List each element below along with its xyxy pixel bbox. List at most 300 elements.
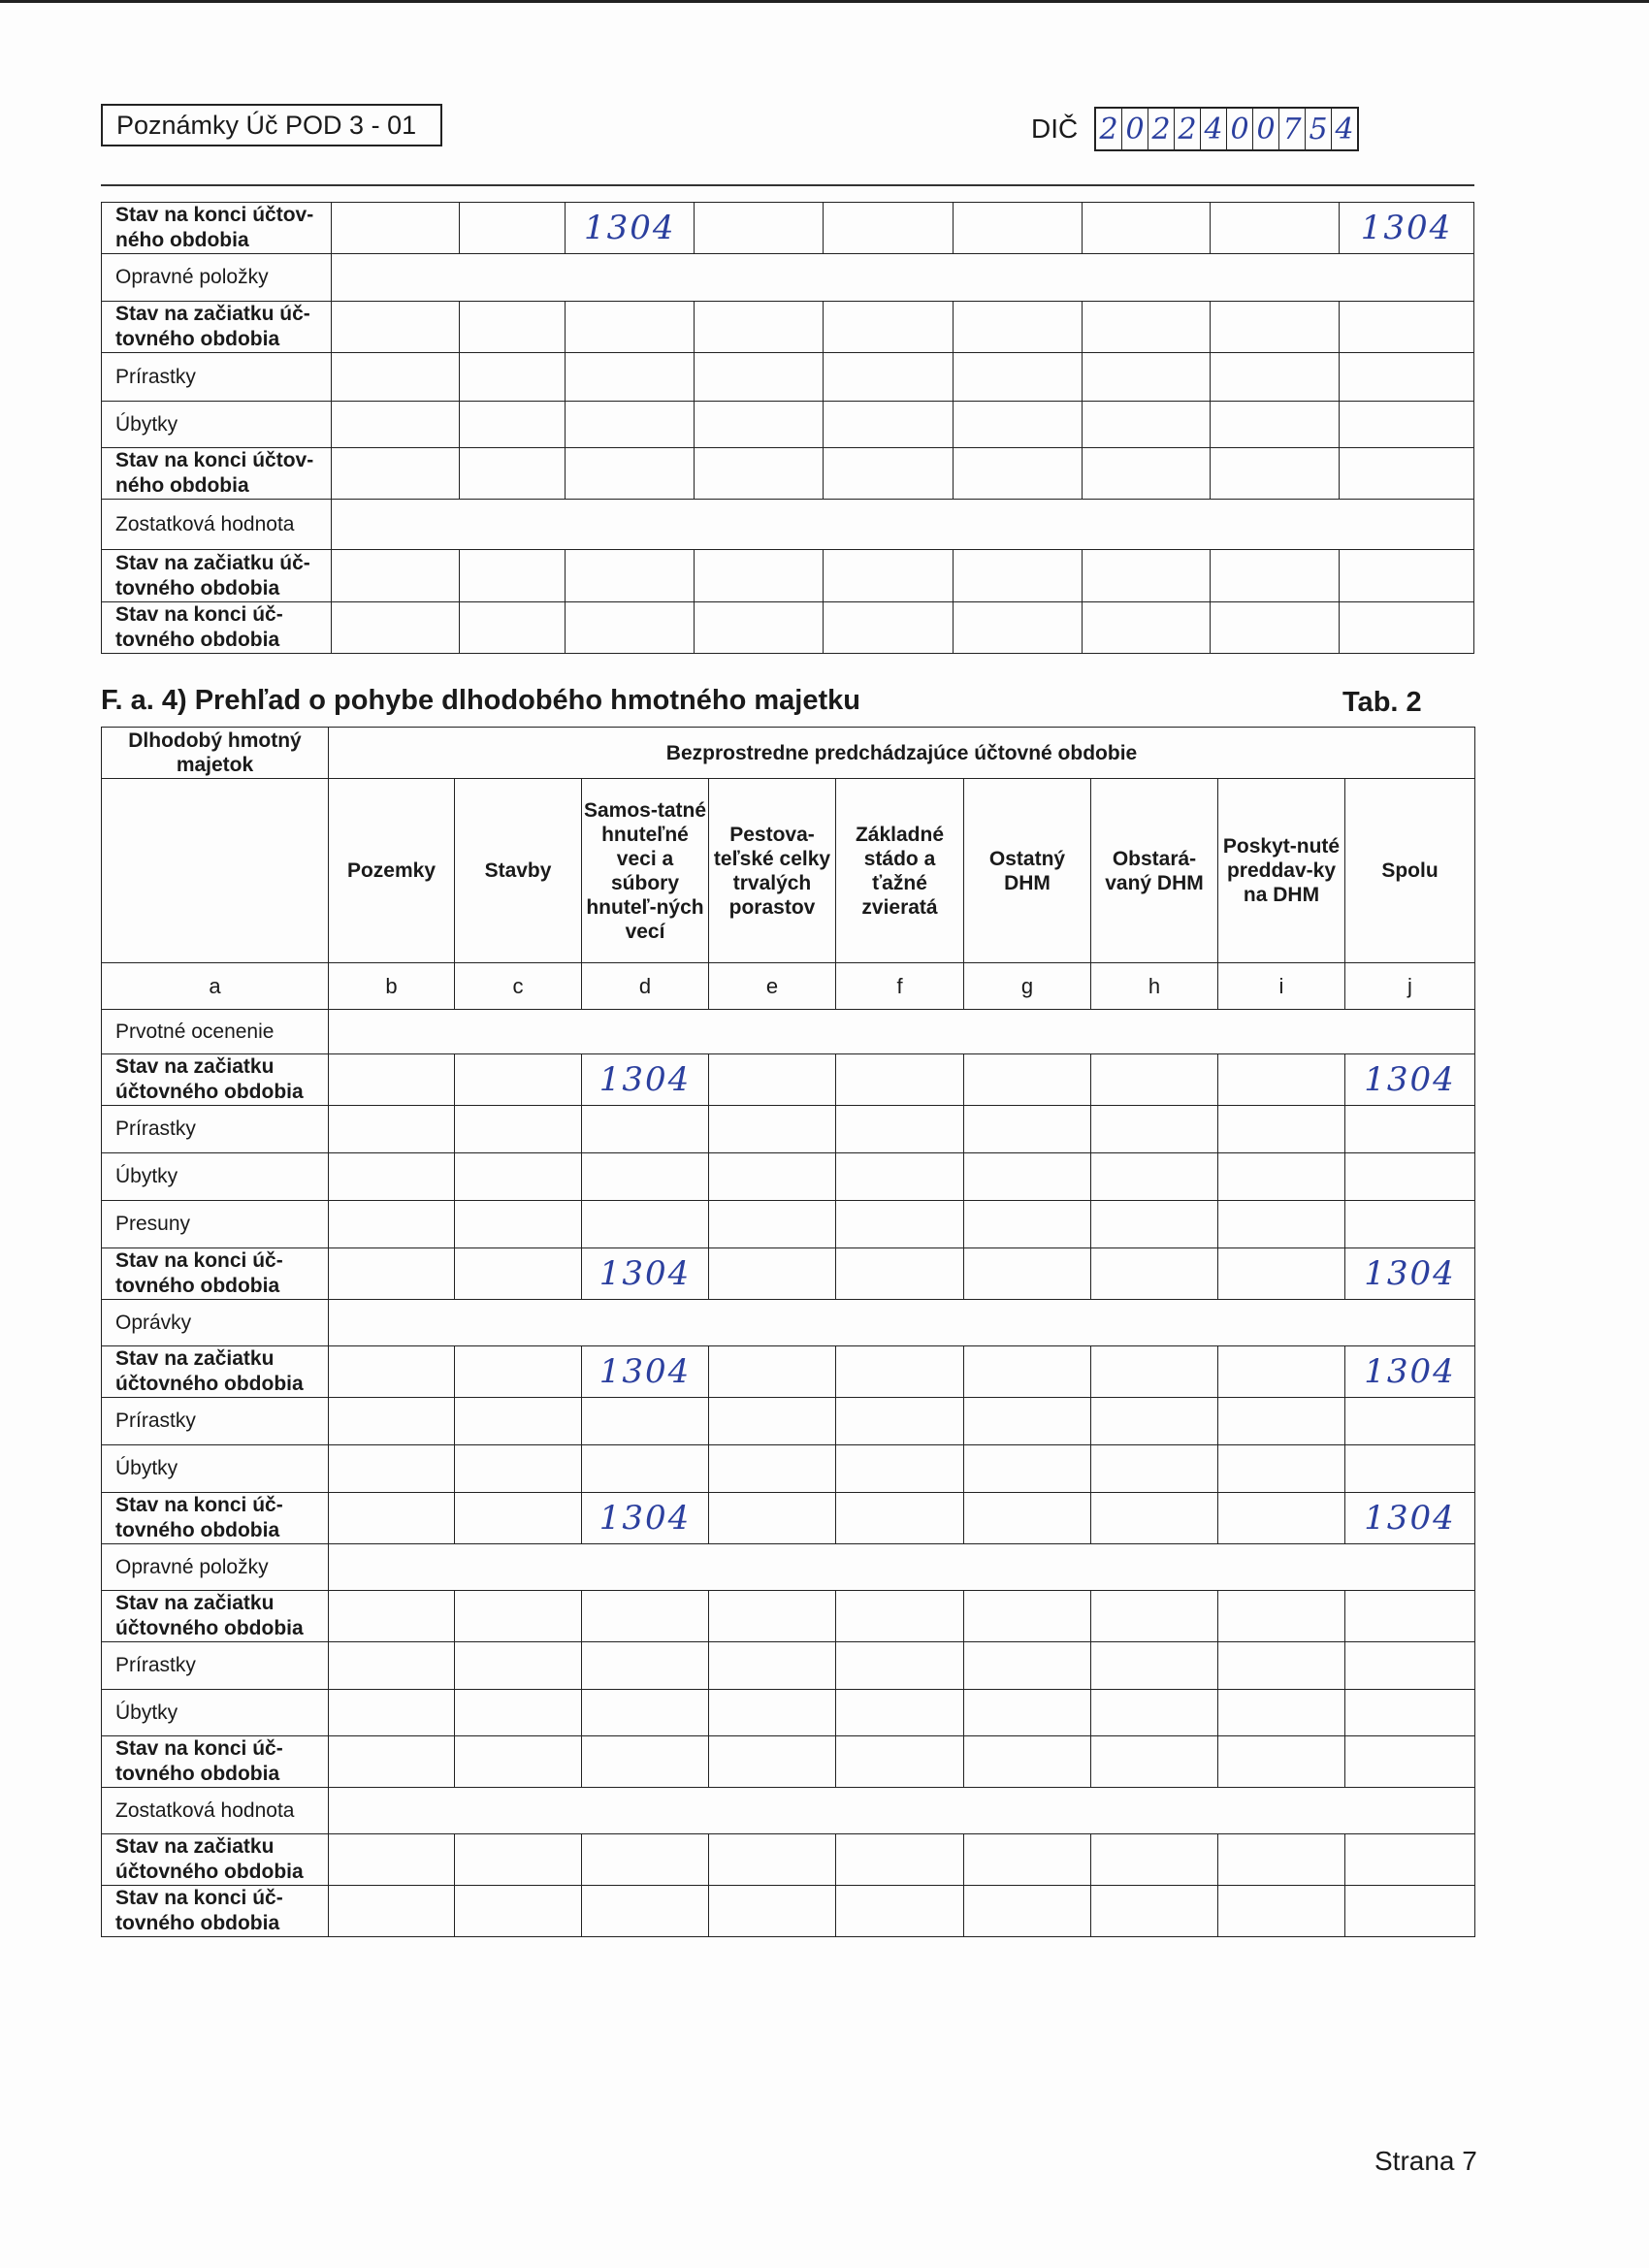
column-letter: d xyxy=(582,963,709,1010)
value-cell[interactable] xyxy=(695,550,824,602)
value-cell[interactable] xyxy=(455,1736,582,1788)
value-cell[interactable] xyxy=(1091,1834,1218,1886)
value-cell[interactable] xyxy=(332,302,460,353)
value-cell[interactable] xyxy=(964,1445,1091,1493)
value-cell[interactable] xyxy=(953,203,1082,254)
value-cell[interactable] xyxy=(455,1690,582,1736)
value-cell[interactable] xyxy=(1218,1054,1345,1106)
value-cell[interactable] xyxy=(1218,1690,1345,1736)
value-cell[interactable] xyxy=(709,1201,836,1248)
value-cell[interactable] xyxy=(329,1642,455,1690)
value-cell[interactable] xyxy=(566,402,695,448)
value-cell[interactable] xyxy=(455,1445,582,1493)
value-cell[interactable] xyxy=(1218,1493,1345,1544)
table-row xyxy=(102,448,1474,500)
value-cell[interactable] xyxy=(1211,602,1340,654)
value-cell[interactable] xyxy=(455,1642,582,1690)
value-cell[interactable] xyxy=(964,1591,1091,1642)
column-header: Stavby xyxy=(455,779,582,963)
value-cell-handwritten[interactable] xyxy=(1345,1493,1475,1544)
form-title: Poznámky Úč POD 3 - 01 xyxy=(101,104,442,146)
table-number-label: Tab. 2 xyxy=(1342,687,1422,718)
merged-blank-cell xyxy=(332,254,1474,302)
value-cell[interactable] xyxy=(582,1736,709,1788)
value-cell[interactable] xyxy=(823,203,953,254)
value-cell[interactable] xyxy=(709,1642,836,1690)
value-cell[interactable] xyxy=(836,1736,964,1788)
value-cell[interactable] xyxy=(582,1201,709,1248)
value-cell[interactable] xyxy=(1340,448,1474,500)
value-cell[interactable] xyxy=(1345,1201,1475,1248)
value-cell[interactable] xyxy=(836,1106,964,1153)
row-label: Prírastky xyxy=(102,353,332,402)
value-cell[interactable] xyxy=(1091,1736,1218,1788)
value-cell[interactable] xyxy=(455,1398,582,1445)
table-row xyxy=(102,1642,1475,1690)
value-cell[interactable] xyxy=(1340,353,1474,402)
value-cell[interactable] xyxy=(1218,1834,1345,1886)
dic-digit-box[interactable]: 0 xyxy=(1253,109,1279,149)
table-row xyxy=(102,1736,1475,1788)
value-cell[interactable] xyxy=(582,1591,709,1642)
value-cell[interactable] xyxy=(709,1398,836,1445)
handwritten-value: 1304 xyxy=(598,1499,692,1538)
value-cell[interactable] xyxy=(582,1690,709,1736)
value-cell[interactable] xyxy=(709,1493,836,1544)
value-cell[interactable] xyxy=(329,1445,455,1493)
column-letter: h xyxy=(1091,963,1218,1010)
dic-digit-box[interactable]: 0 xyxy=(1122,109,1148,149)
table-row xyxy=(102,1300,1475,1346)
row-label: Prírastky xyxy=(102,1642,329,1690)
value-cell[interactable] xyxy=(329,1736,455,1788)
value-cell[interactable] xyxy=(455,1106,582,1153)
dic-digit-box[interactable]: 0 xyxy=(1227,109,1253,149)
dic-digit-box[interactable]: 2 xyxy=(1175,109,1201,149)
value-cell-handwritten[interactable] xyxy=(1345,1248,1475,1300)
period-header: Bezprostredne predchádzajúce účtovné obdobie xyxy=(329,728,1475,779)
table-row xyxy=(102,1054,1475,1106)
row-label: Stav na konci úč-tovného obdobia xyxy=(102,1736,329,1788)
value-cell[interactable] xyxy=(836,1591,964,1642)
value-cell[interactable] xyxy=(1345,1445,1475,1493)
value-cell-handwritten[interactable] xyxy=(582,1248,709,1300)
value-cell[interactable] xyxy=(329,1834,455,1886)
value-cell[interactable] xyxy=(695,353,824,402)
value-cell[interactable] xyxy=(329,1153,455,1201)
value-cell[interactable] xyxy=(459,353,565,402)
row-label: Prírastky xyxy=(102,1398,329,1445)
handwritten-value: 1304 xyxy=(598,1060,692,1099)
value-cell[interactable] xyxy=(1218,1736,1345,1788)
value-cell[interactable] xyxy=(1345,1642,1475,1690)
dic-digit-box[interactable]: 2 xyxy=(1148,109,1175,149)
handwritten-value: 1304 xyxy=(584,209,676,247)
value-cell-handwritten[interactable] xyxy=(582,1054,709,1106)
column-letter: a xyxy=(102,963,329,1010)
value-cell[interactable] xyxy=(709,1054,836,1106)
header-divider xyxy=(101,184,1474,186)
value-cell[interactable] xyxy=(964,1054,1091,1106)
value-cell[interactable] xyxy=(1340,402,1474,448)
value-cell[interactable] xyxy=(329,1493,455,1544)
value-cell[interactable] xyxy=(1345,1153,1475,1201)
value-cell[interactable] xyxy=(1091,1493,1218,1544)
dic-digit-box[interactable]: 4 xyxy=(1335,113,1354,146)
table-row xyxy=(102,500,1474,550)
value-cell[interactable] xyxy=(566,550,695,602)
value-cell[interactable] xyxy=(329,1201,455,1248)
value-cell[interactable] xyxy=(459,602,565,654)
column-letter: g xyxy=(964,963,1091,1010)
value-cell[interactable] xyxy=(964,1493,1091,1544)
column-letter: f xyxy=(836,963,964,1010)
value-cell[interactable] xyxy=(709,1153,836,1201)
row-label: Zostatková hodnota xyxy=(102,1788,329,1834)
table-row xyxy=(102,550,1474,602)
value-cell[interactable] xyxy=(455,1834,582,1886)
value-cell[interactable] xyxy=(964,1736,1091,1788)
value-cell[interactable] xyxy=(836,1201,964,1248)
table-row xyxy=(102,353,1474,402)
row-label: Stav na konci účtov-ného obdobia xyxy=(102,448,332,500)
value-cell[interactable] xyxy=(1345,1834,1475,1886)
value-cell[interactable] xyxy=(455,1248,582,1300)
row-label: Stav na začiatku účtovného obdobia xyxy=(102,1054,329,1106)
section-title: F. a. 4) Prehľad o pohybe dlhodobého hmotného majetku xyxy=(101,685,860,716)
value-cell[interactable] xyxy=(836,1493,964,1544)
value-cell[interactable] xyxy=(1091,1201,1218,1248)
handwritten-value: 1304 xyxy=(598,1254,692,1293)
row-label: Stav na začiatku účtovného obdobia xyxy=(102,1591,329,1642)
value-cell[interactable] xyxy=(953,353,1082,402)
value-cell[interactable] xyxy=(953,448,1082,500)
table-row xyxy=(102,602,1474,654)
value-cell[interactable] xyxy=(836,1834,964,1886)
value-cell[interactable] xyxy=(582,1886,709,1937)
row-label: Stav na začiatku účtovného obdobia xyxy=(102,1834,329,1886)
value-cell[interactable] xyxy=(823,402,953,448)
handwritten-value: 1304 xyxy=(1364,1499,1456,1538)
merged-blank-cell xyxy=(329,1544,1475,1591)
value-cell[interactable] xyxy=(1091,1346,1218,1398)
value-cell[interactable] xyxy=(1345,1736,1475,1788)
value-cell[interactable] xyxy=(1082,602,1211,654)
value-cell[interactable] xyxy=(329,1690,455,1736)
dic-digit-boxes[interactable] xyxy=(1094,107,1359,151)
value-cell[interactable] xyxy=(1218,1346,1345,1398)
value-cell[interactable] xyxy=(332,602,460,654)
value-cell[interactable] xyxy=(459,302,565,353)
row-label: Oprávky xyxy=(102,1300,329,1346)
row-label: Prírastky xyxy=(102,1106,329,1153)
value-cell[interactable] xyxy=(332,203,460,254)
value-cell[interactable] xyxy=(953,302,1082,353)
value-cell[interactable] xyxy=(455,1493,582,1544)
row-label: Stav na začiatku účtovného obdobia xyxy=(102,1346,329,1398)
value-cell[interactable] xyxy=(1082,550,1211,602)
table-row xyxy=(102,1591,1475,1642)
value-cell[interactable] xyxy=(329,1886,455,1937)
value-cell[interactable] xyxy=(1340,550,1474,602)
value-cell[interactable] xyxy=(455,1054,582,1106)
value-cell[interactable] xyxy=(329,1398,455,1445)
value-cell[interactable] xyxy=(1211,353,1340,402)
value-cell[interactable] xyxy=(964,1201,1091,1248)
value-cell[interactable] xyxy=(1218,1398,1345,1445)
value-cell[interactable] xyxy=(582,1398,709,1445)
value-cell[interactable] xyxy=(1082,448,1211,500)
row-label: Opravné položky xyxy=(102,1544,329,1591)
value-cell[interactable] xyxy=(1218,1106,1345,1153)
dhm-movement-table xyxy=(101,727,1475,1937)
value-cell[interactable] xyxy=(1211,402,1340,448)
value-cell[interactable] xyxy=(1091,1690,1218,1736)
table-row xyxy=(102,1398,1475,1445)
value-cell[interactable] xyxy=(329,1106,455,1153)
column-header: Ostatný DHM xyxy=(964,779,1091,963)
value-cell[interactable] xyxy=(566,353,695,402)
value-cell[interactable] xyxy=(455,1153,582,1201)
dic-label: DIČ xyxy=(1031,113,1079,144)
value-cell[interactable] xyxy=(1345,1106,1475,1153)
value-cell[interactable] xyxy=(1211,550,1340,602)
value-cell[interactable] xyxy=(1218,1201,1345,1248)
value-cell[interactable] xyxy=(1218,1445,1345,1493)
value-cell[interactable] xyxy=(709,1106,836,1153)
value-cell[interactable] xyxy=(953,402,1082,448)
column-header: Pozemky xyxy=(329,779,455,963)
value-cell[interactable] xyxy=(1082,203,1211,254)
value-cell[interactable] xyxy=(953,602,1082,654)
value-cell-handwritten[interactable] xyxy=(1340,203,1474,254)
page-number: Strana 7 xyxy=(1374,2146,1477,2176)
value-cell[interactable] xyxy=(823,550,953,602)
merged-blank-cell xyxy=(332,500,1474,550)
value-cell[interactable] xyxy=(695,203,824,254)
table-row xyxy=(102,402,1474,448)
value-cell[interactable] xyxy=(695,402,824,448)
value-cell[interactable] xyxy=(332,448,460,500)
value-cell[interactable] xyxy=(709,1248,836,1300)
column-header: Obstará-vaný DHM xyxy=(1091,779,1218,963)
table-row xyxy=(102,1445,1475,1493)
row-label: Úbytky xyxy=(102,1445,329,1493)
row-label: Stav na konci úč-tovného obdobia xyxy=(102,1886,329,1937)
value-cell[interactable] xyxy=(566,602,695,654)
value-cell[interactable] xyxy=(1340,602,1474,654)
value-cell[interactable] xyxy=(459,550,565,602)
value-cell[interactable] xyxy=(1345,1690,1475,1736)
value-cell[interactable] xyxy=(823,302,953,353)
value-cell[interactable] xyxy=(836,1153,964,1201)
value-cell[interactable] xyxy=(964,1834,1091,1886)
value-cell[interactable] xyxy=(709,1445,836,1493)
value-cell[interactable] xyxy=(1091,1642,1218,1690)
top-border-line xyxy=(0,0,1649,3)
table-row xyxy=(102,1788,1475,1834)
value-cell[interactable] xyxy=(1218,1642,1345,1690)
table-row xyxy=(102,1493,1475,1544)
value-cell[interactable] xyxy=(709,1690,836,1736)
value-cell[interactable] xyxy=(455,1201,582,1248)
column-letter: e xyxy=(709,963,836,1010)
value-cell-handwritten[interactable] xyxy=(1345,1346,1475,1398)
value-cell[interactable] xyxy=(964,1886,1091,1937)
value-cell[interactable] xyxy=(1082,353,1211,402)
value-cell[interactable] xyxy=(1091,1106,1218,1153)
value-cell-handwritten[interactable] xyxy=(582,1346,709,1398)
value-cell[interactable] xyxy=(582,1834,709,1886)
dic-digit-box[interactable]: 4 xyxy=(1201,109,1227,149)
value-cell[interactable] xyxy=(823,602,953,654)
corner-blank xyxy=(102,779,329,963)
value-cell[interactable] xyxy=(964,1106,1091,1153)
column-header: Pestova-teľské celky trvalých porastov xyxy=(709,779,836,963)
value-cell[interactable] xyxy=(695,602,824,654)
value-cell[interactable] xyxy=(582,1642,709,1690)
value-cell[interactable] xyxy=(455,1346,582,1398)
value-cell[interactable] xyxy=(1218,1591,1345,1642)
column-header: Základné stádo a ťažné zvieratá xyxy=(836,779,964,963)
table-row xyxy=(102,1346,1475,1398)
value-cell[interactable] xyxy=(1091,1591,1218,1642)
value-cell[interactable] xyxy=(1211,203,1340,254)
value-cell[interactable] xyxy=(823,353,953,402)
value-cell[interactable] xyxy=(332,550,460,602)
value-cell[interactable] xyxy=(455,1591,582,1642)
table-row xyxy=(102,1248,1475,1300)
value-cell[interactable] xyxy=(1082,402,1211,448)
value-cell[interactable] xyxy=(695,448,824,500)
row-label: Stav na konci úč-tovného obdobia xyxy=(102,1493,329,1544)
value-cell[interactable] xyxy=(582,1106,709,1153)
value-cell[interactable] xyxy=(329,1591,455,1642)
value-cell[interactable] xyxy=(836,1398,964,1445)
value-cell[interactable] xyxy=(459,448,565,500)
dic-digit-box[interactable]: 2 xyxy=(1096,109,1122,149)
merged-blank-cell xyxy=(329,1300,1475,1346)
value-cell[interactable] xyxy=(1345,1398,1475,1445)
value-cell[interactable] xyxy=(1340,302,1474,353)
value-cell[interactable] xyxy=(1091,1153,1218,1201)
table-row xyxy=(102,1834,1475,1886)
value-cell[interactable] xyxy=(582,1153,709,1201)
column-header: Samos-tatné hnuteľné veci a súbory hnuteľ-ných vecí xyxy=(582,779,709,963)
table-row xyxy=(102,1010,1475,1054)
value-cell[interactable] xyxy=(709,1736,836,1788)
table-row xyxy=(102,254,1474,302)
column-letter: c xyxy=(455,963,582,1010)
value-cell[interactable] xyxy=(459,402,565,448)
value-cell[interactable] xyxy=(964,1248,1091,1300)
dic-digit-box[interactable]: 7 xyxy=(1279,109,1306,149)
value-cell[interactable] xyxy=(964,1398,1091,1445)
row-label: Opravné položky xyxy=(102,254,332,302)
value-cell[interactable] xyxy=(332,353,460,402)
row-label: Úbytky xyxy=(102,1690,329,1736)
column-header: Spolu xyxy=(1345,779,1475,963)
value-cell-handwritten[interactable] xyxy=(1345,1054,1475,1106)
value-cell[interactable] xyxy=(695,302,824,353)
row-label: Stav na konci účtov-ného obdobia xyxy=(102,203,332,254)
value-cell-handwritten[interactable] xyxy=(566,203,695,254)
value-cell[interactable] xyxy=(1091,1248,1218,1300)
value-cell[interactable] xyxy=(1091,1886,1218,1937)
value-cell[interactable] xyxy=(1218,1248,1345,1300)
table-row xyxy=(102,1106,1475,1153)
dic-digit-box[interactable]: 5 xyxy=(1306,109,1332,149)
table-row xyxy=(102,1886,1475,1937)
value-cell[interactable] xyxy=(566,302,695,353)
row-label: Presuny xyxy=(102,1201,329,1248)
column-letter: j xyxy=(1345,963,1475,1010)
value-cell[interactable] xyxy=(836,1445,964,1493)
value-cell[interactable] xyxy=(1091,1398,1218,1445)
value-cell[interactable] xyxy=(709,1591,836,1642)
value-cell[interactable] xyxy=(582,1445,709,1493)
table-row xyxy=(102,1690,1475,1736)
value-cell[interactable] xyxy=(964,1346,1091,1398)
value-cell[interactable] xyxy=(1345,1591,1475,1642)
value-cell-handwritten[interactable] xyxy=(582,1493,709,1544)
value-cell[interactable] xyxy=(836,1054,964,1106)
row-label: Zostatková hodnota xyxy=(102,500,332,550)
value-cell[interactable] xyxy=(1211,448,1340,500)
table-row xyxy=(102,203,1474,254)
value-cell[interactable] xyxy=(329,1346,455,1398)
value-cell[interactable] xyxy=(836,1642,964,1690)
value-cell[interactable] xyxy=(836,1690,964,1736)
value-cell[interactable] xyxy=(332,402,460,448)
value-cell[interactable] xyxy=(1091,1054,1218,1106)
value-cell[interactable] xyxy=(964,1153,1091,1201)
value-cell[interactable] xyxy=(836,1886,964,1937)
merged-blank-cell xyxy=(329,1010,1475,1054)
value-cell[interactable] xyxy=(953,550,1082,602)
value-cell[interactable] xyxy=(566,448,695,500)
value-cell[interactable] xyxy=(1091,1445,1218,1493)
merged-blank-cell xyxy=(329,1788,1475,1834)
row-label: Úbytky xyxy=(102,1153,329,1201)
top-continuation-table xyxy=(101,202,1474,654)
value-cell[interactable] xyxy=(964,1690,1091,1736)
row-label: Stav na konci úč-tovného obdobia xyxy=(102,1248,329,1300)
value-cell[interactable] xyxy=(823,448,953,500)
handwritten-value: 1304 xyxy=(1364,1254,1456,1293)
handwritten-value: 1304 xyxy=(1364,1352,1456,1391)
value-cell[interactable] xyxy=(709,1886,836,1937)
value-cell[interactable] xyxy=(1218,1153,1345,1201)
value-cell[interactable] xyxy=(329,1054,455,1106)
value-cell[interactable] xyxy=(1082,302,1211,353)
value-cell[interactable] xyxy=(459,203,565,254)
value-cell[interactable] xyxy=(709,1834,836,1886)
value-cell[interactable] xyxy=(1211,302,1340,353)
value-cell[interactable] xyxy=(964,1642,1091,1690)
value-cell[interactable] xyxy=(1218,1886,1345,1937)
value-cell[interactable] xyxy=(836,1346,964,1398)
value-cell[interactable] xyxy=(329,1248,455,1300)
row-label: Úbytky xyxy=(102,402,332,448)
value-cell[interactable] xyxy=(836,1248,964,1300)
table-row xyxy=(102,1153,1475,1201)
value-cell[interactable] xyxy=(709,1346,836,1398)
value-cell[interactable] xyxy=(455,1886,582,1937)
table-row xyxy=(102,1544,1475,1591)
handwritten-value: 1304 xyxy=(598,1352,692,1391)
value-cell[interactable] xyxy=(1345,1886,1475,1937)
